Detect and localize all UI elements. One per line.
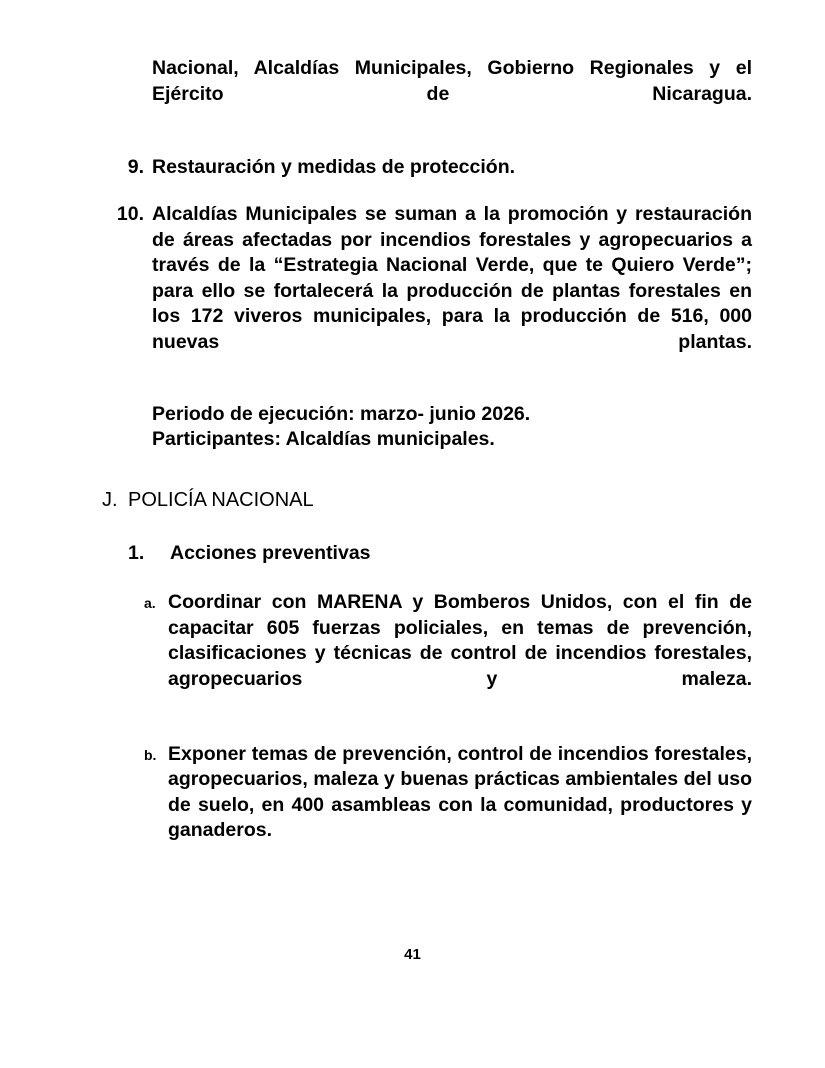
list-item-10-marker: 10. [116,203,144,225]
lettered-item-a-text: Coordinar con MARENA y Bomberos Unidos, con el fin de capacitar 605 fuerzas policiales, en temas de prevención, clasificaciones y técnicas de control de incendios forestales, agropecuarios y maleza. [168,591,752,690]
continuation-paragraph: Nacional, Alcaldías Municipales, Gobierno Regionales y el Ejército de Nicaragua. [152,57,752,105]
lettered-item-b-marker: b. [144,746,157,763]
page-number: 41 [404,946,421,963]
execution-metadata [152,402,752,453]
lettered-item-b-text: Exponer temas de prevención, control de incendios forestales, agropecuarios, maleza y buenas prácticas ambientales del uso de suelo, en 400 asambleas con la comunidad, productores y ganaderos. [168,742,752,841]
lettered-item-a [144,590,752,718]
list-item-10-text: Alcaldías Municipales se suman a la promoción y restauración de áreas afectadas por incendios forestales y agropecuarios a través de la “Estrategia Nacional Verde, que te Quiero Verde”; para ello se fortalecerá la producción de plantas forestales en los 172 viveros municipales, para la producción de 516, 000 nuevas plantas. [152,203,752,353]
lettered-item-b [144,742,752,870]
subsection-1 [128,541,752,567]
list-item-10 [116,202,752,381]
list-item-9 [127,155,752,181]
section-letter: J. [102,488,118,511]
participantes-line: Participantes: Alcaldías municipales. [152,428,495,450]
lettered-item-a-marker: a. [144,595,156,611]
section-title: POLICÍA NACIONAL [128,488,314,511]
periodo-de-ejecucion-line: Periodo de ejecución: marzo- junio 2026. [152,402,531,425]
list-item-9-text: Restauración y medidas de protección. [152,155,516,178]
subsection-1-marker: 1. [128,541,145,564]
list-item-9-marker: 9. [127,155,144,178]
section-heading-j [102,487,752,513]
document-text-column [92,56,752,869]
subsection-1-title: Acciones preventivas [170,541,371,564]
